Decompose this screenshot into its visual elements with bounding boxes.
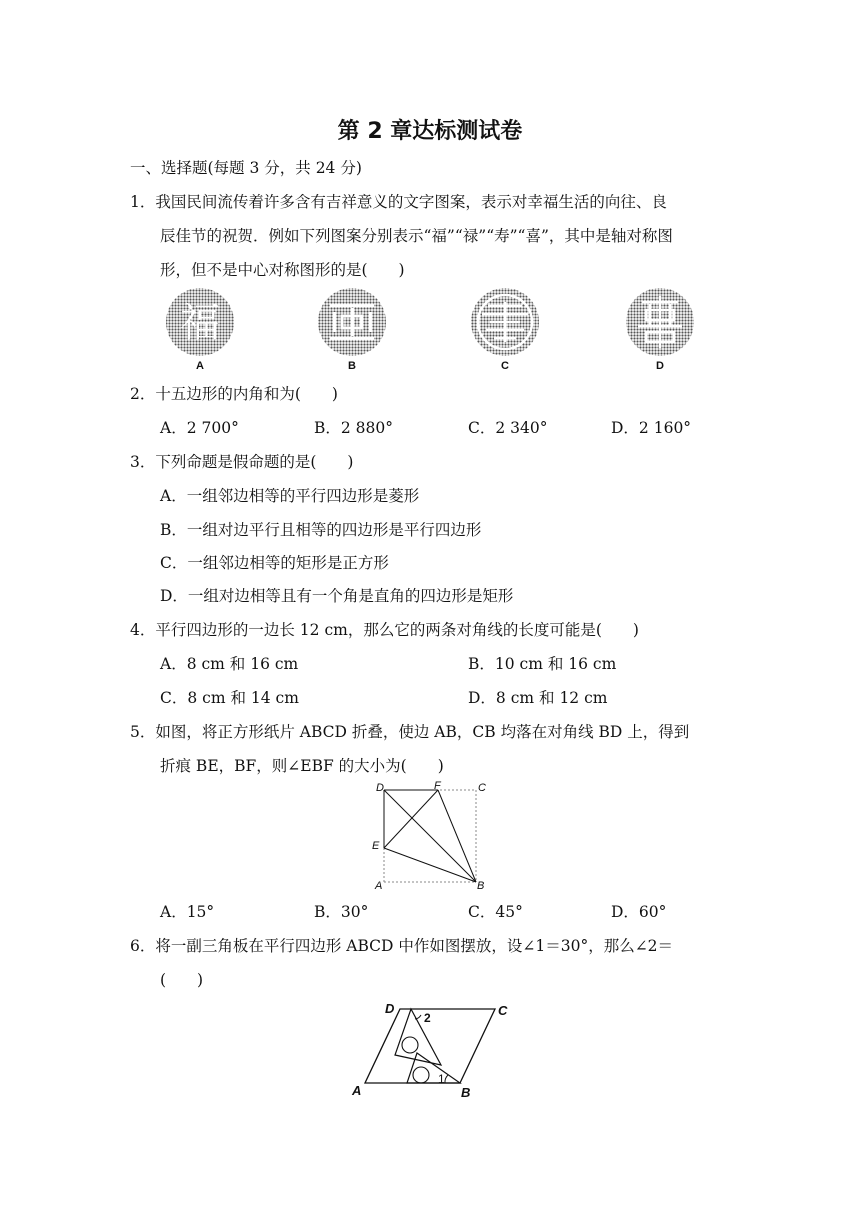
q5-option-a: A．15°: [160, 903, 215, 921]
q2-option-d: D．2 160°: [611, 419, 692, 437]
q4-option-a: A．8 cm 和 16 cm: [160, 655, 299, 673]
q5-line-2: 折痕 BE，BF，则∠EBF 的大小为( ): [160, 757, 444, 775]
q5-option-c: C．45°: [468, 903, 523, 921]
q5-label-c: C: [478, 782, 486, 794]
q2-stem: 2．十五边形的内角和为( ): [130, 385, 338, 403]
q6-label-a: A: [352, 1083, 362, 1098]
q5-label-f: F: [434, 780, 441, 792]
q1-line-3: 形，但不是中心对称图形的是( ): [160, 261, 405, 279]
q1-label-c: C: [501, 360, 509, 372]
svg-text:福: 福: [180, 300, 220, 346]
q5-square-figure: [370, 780, 490, 892]
q2-option-a: A．2 700°: [160, 419, 239, 437]
q1-line-2: 辰佳节的祝贺．例如下列图案分别表示“福”“禄”“寿”“喜”，其中是轴对称图: [160, 227, 673, 245]
q5-label-a: A: [375, 880, 383, 892]
fu-pattern-icon: [166, 288, 234, 356]
q2-option-c: C．2 340°: [468, 419, 548, 437]
q1-line-1: 1．我国民间流传着许多含有吉祥意义的文字图案，表示对幸福生活的向往、良: [130, 193, 667, 211]
q5-option-d: D．60°: [611, 903, 667, 921]
q4-option-b: B．10 cm 和 16 cm: [468, 655, 617, 673]
q6-angle-1-label: 1: [438, 1072, 445, 1086]
q3-option-a: A．一组邻边相等的平行四边形是菱形: [160, 487, 420, 505]
lu-pattern-icon: [318, 288, 386, 356]
q6-angle-2-label: 2: [424, 1011, 431, 1025]
q5-line-1: 5．如图，将正方形纸片 ABCD 折叠，使边 AB，CB 均落在对角线 BD 上，得到: [130, 723, 690, 741]
q3-option-b: B．一组对边平行且相等的四边形是平行四边形: [160, 521, 482, 539]
q5-option-b: B．30°: [314, 903, 369, 921]
q5-label-b: B: [477, 880, 485, 892]
q6-line-1: 6．将一副三角板在平行四边形 ABCD 中作如图摆放，设∠1＝30°，那么∠2＝: [130, 937, 674, 955]
q1-label-a: A: [196, 360, 204, 372]
q6-line-2: ( ): [160, 971, 204, 989]
q1-label-d: D: [656, 360, 664, 372]
q6-label-b: B: [461, 1085, 471, 1100]
q3-option-c: C．一组邻边相等的矩形是正方形: [160, 554, 389, 572]
q4-option-d: D．8 cm 和 12 cm: [468, 689, 608, 707]
q3-stem: 3．下列命题是假命题的是( ): [130, 453, 354, 471]
q6-label-c: C: [498, 1003, 508, 1018]
q4-option-c: C．8 cm 和 14 cm: [160, 689, 299, 707]
q3-option-d: D．一组对边相等且有一个角是直角的四边形是矩形: [160, 587, 514, 605]
shou-pattern-icon: [471, 288, 539, 356]
q4-stem: 4．平行四边形的一边长 12 cm，那么它的两条对角线的长度可能是( ): [130, 621, 639, 639]
q1-label-b: B: [348, 360, 356, 372]
q1-patterns-figure: [150, 280, 730, 375]
xi-pattern-icon: [626, 288, 694, 356]
q5-label-e: E: [372, 840, 380, 852]
q2-option-b: B．2 880°: [314, 419, 394, 437]
q5-label-d: D: [376, 782, 384, 794]
q6-label-d: D: [385, 1001, 395, 1016]
page-title: 第 2 章达标测试卷: [337, 119, 523, 144]
section-heading: 一、选择题(每题 3 分，共 24 分): [130, 159, 362, 177]
